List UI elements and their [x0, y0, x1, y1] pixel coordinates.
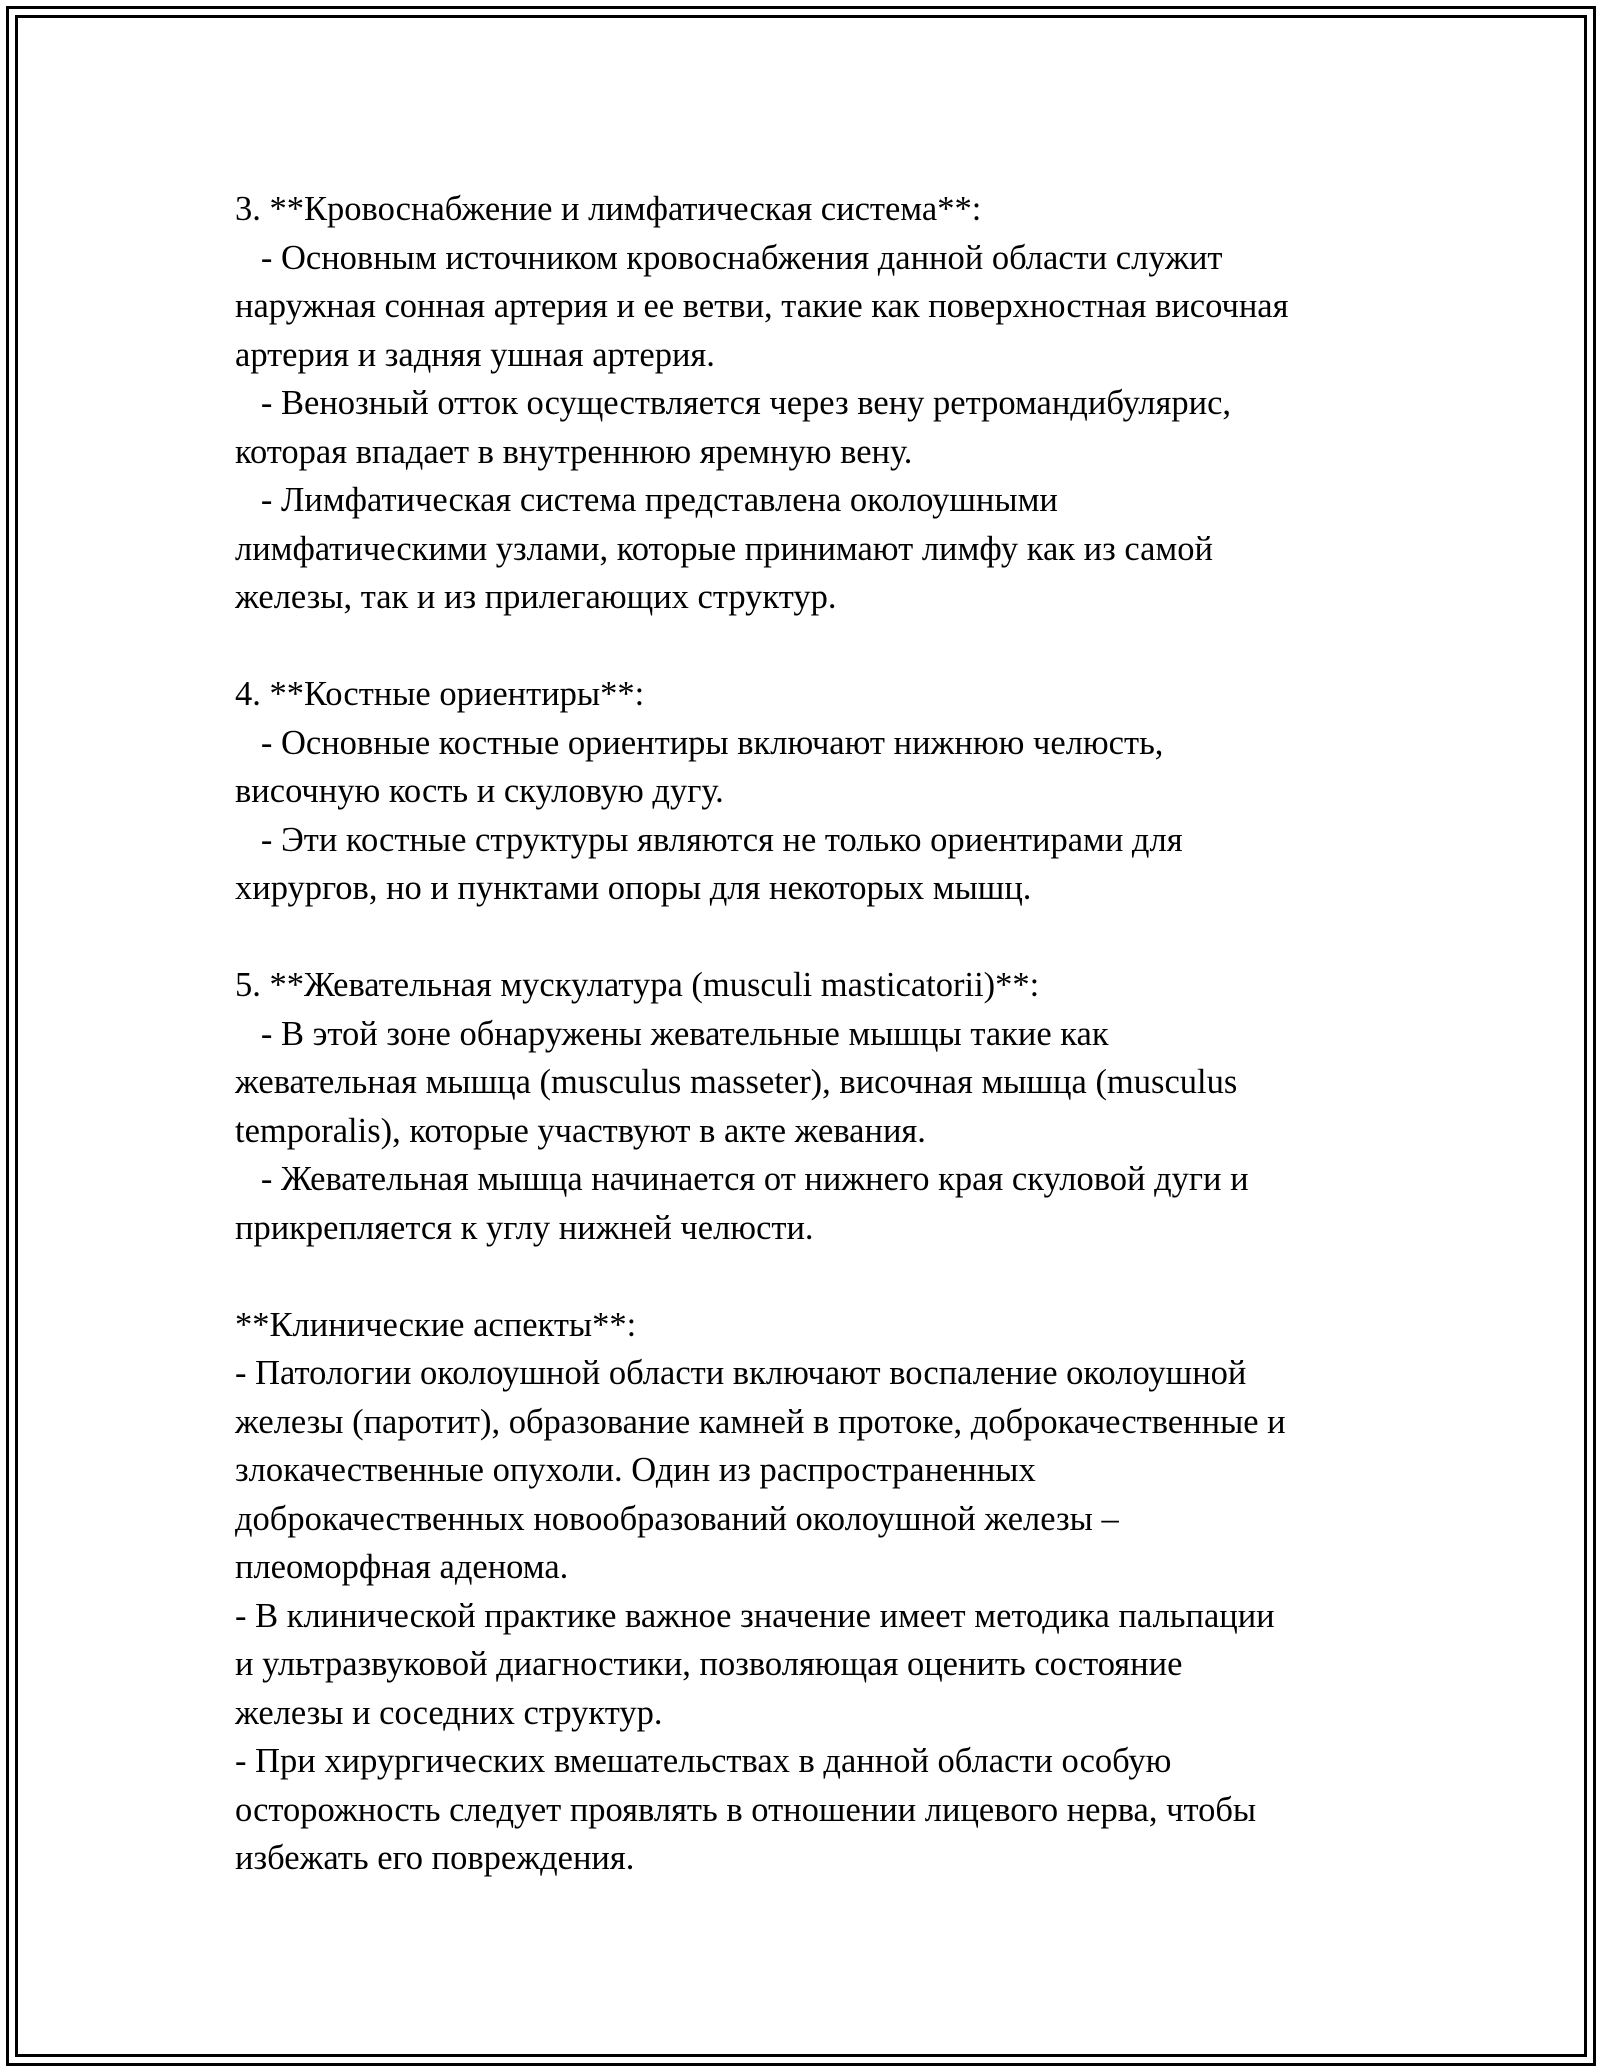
text-line: височную кость и скуловую дугу. — [235, 772, 724, 810]
text-line: - Основным источником кровоснабжения данной области служит — [235, 238, 1223, 277]
text-line: избежать его повреждения. — [235, 1839, 635, 1877]
text-line: - Патологии околоушной области включают воспаление околоушной — [235, 1354, 1247, 1392]
text-line: железы (паротит), образование камней в протоке, доброкачественные и — [235, 1402, 1286, 1441]
section-masticatory-muscles — [235, 961, 1435, 1252]
section-heading: 4. **Костные ориентиры**: — [235, 675, 645, 713]
section-heading: **Клинические аспекты**: — [235, 1305, 637, 1344]
text-line: - При хирургических вмешательствах в данной области особую — [235, 1742, 1172, 1780]
text-line: доброкачественных новообразований околоушной железы – — [235, 1499, 1119, 1538]
text-line: - Жевательная мышца начинается от нижнего края скуловой дуги и — [235, 1160, 1249, 1198]
text-line: хирургов, но и пунктами опоры для некоторых мышц. — [235, 869, 1032, 907]
text-line: - Эти костные структуры являются не только ориентирами для — [235, 820, 1183, 859]
text-line: лимфатическими узлами, которые принимают лимфу как из самой — [235, 529, 1213, 568]
text-line: жевательная мышца (musculus masseter), височная мышца (musculus — [235, 1063, 1238, 1101]
text-line: - В этой зоне обнаружены жевательные мышцы такие как — [235, 1014, 1109, 1053]
text-line: temporalis), которые участвуют в акте жевания. — [235, 1111, 926, 1150]
text-line: - Основные костные ориентиры включают нижнюю челюсть, — [235, 723, 1164, 762]
section-heading: 3. **Кровоснабжение и лимфатическая система**: — [235, 190, 982, 228]
text-line: - Венозный отток осуществляется через вену ретромандибулярис, — [235, 384, 1232, 422]
text-line: - Лимфатическая система представлена околоушными — [235, 481, 1058, 519]
text-line: злокачественные опухоли. Один из распространенных — [235, 1451, 1036, 1489]
section-bone-landmarks — [235, 670, 1435, 913]
section-blood-supply — [235, 185, 1435, 622]
text-line: - В клинической практике важное значение имеет методика пальпации — [235, 1596, 1275, 1635]
text-line: артерия и задняя ушная артерия. — [235, 335, 715, 374]
document-body — [235, 185, 1435, 1883]
text-line: железы и соседних структур. — [235, 1693, 663, 1732]
text-line: плеоморфная аденома. — [235, 1548, 569, 1586]
text-line: наружная сонная артерия и ее ветви, такие как поверхностная височная — [235, 287, 1289, 325]
paragraph-gap — [235, 1252, 1435, 1301]
text-line: и ультразвуковой диагностики, позволяющая оценить состояние — [235, 1645, 1183, 1683]
section-heading: 5. **Жевательная мускулатура (musculi masticatorii)**: — [235, 966, 1040, 1004]
paragraph-gap — [235, 622, 1435, 671]
section-clinical-aspects — [235, 1301, 1435, 1883]
text-line: железы, так и из прилегающих структур. — [235, 578, 837, 616]
text-line: которая впадает в внутреннюю яремную вену. — [235, 432, 913, 471]
text-line: осторожность следует проявлять в отношении лицевого нерва, чтобы — [235, 1790, 1257, 1829]
text-line: прикрепляется к углу нижней челюсти. — [235, 1208, 814, 1247]
paragraph-gap — [235, 913, 1435, 962]
